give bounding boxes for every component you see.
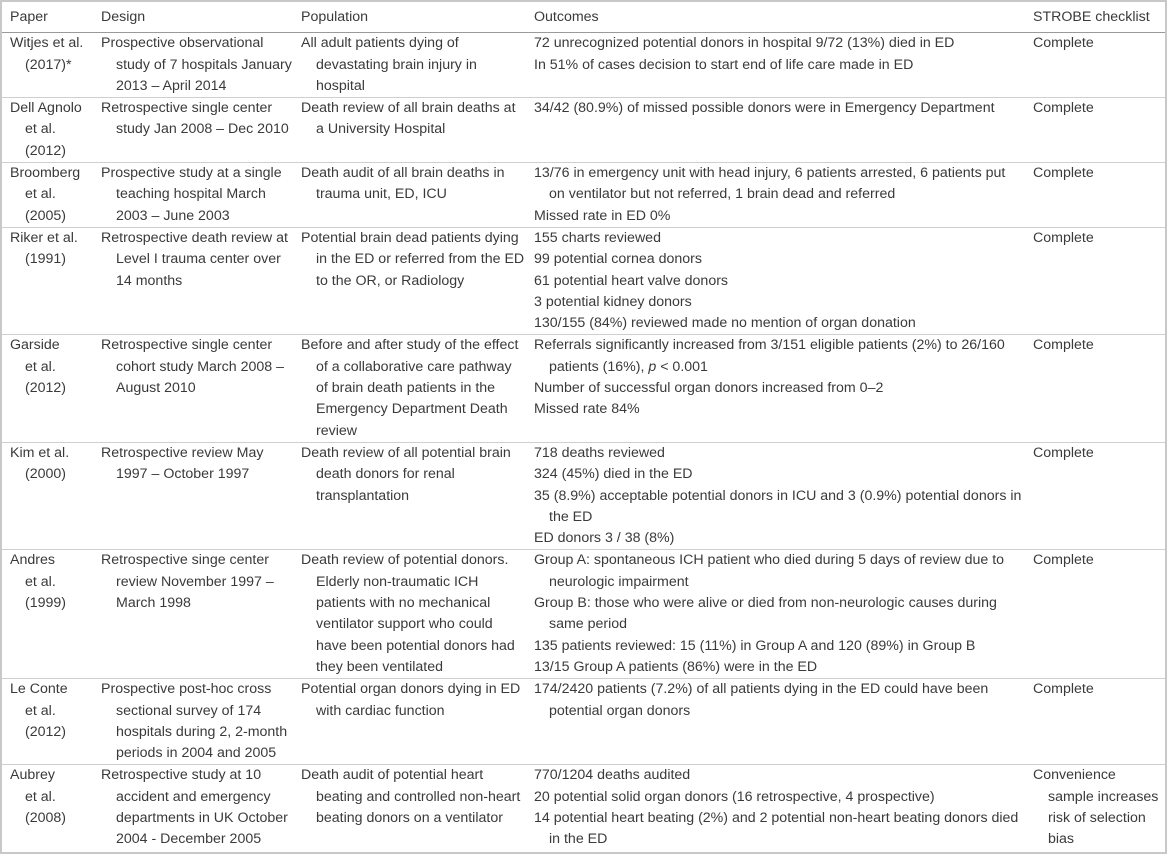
paper-line: Witjes et al. (10, 35, 84, 52)
studies-table (2, 2, 1165, 851)
cell-design (93, 163, 293, 228)
design-text: Retrospective death review at Level I trauma center over 14 months (101, 229, 288, 289)
outcome-line: 13/76 in emergency unit with head injury, 6 patients arrested, 6 patients put on ventilator but not referred, 1 brain dead and referred (534, 165, 1006, 203)
population-text: Death review of all potential brain death donors for renal transplantation (301, 444, 511, 504)
paper-line: Le Conte (10, 681, 68, 698)
cell-population (293, 442, 526, 549)
cell-design (93, 442, 293, 549)
population-text: Death audit of all brain deaths in trauma unit, ED, ICU (301, 165, 505, 203)
strobe-text: Complete (1033, 337, 1094, 354)
design-text: Prospective observational study of 7 hospitals January 2013 – April 2014 (101, 35, 292, 94)
paper-line: (2005) (25, 207, 67, 224)
cell-paper (2, 33, 93, 98)
table-row (2, 98, 1165, 163)
outcome-line: 135 patients reviewed: 15 (11%) in Group A and 120 (89%) in Group B (534, 637, 976, 654)
cell-outcomes (526, 442, 1025, 549)
cell-design (93, 765, 293, 851)
header-paper: Paper (2, 2, 93, 33)
cell-design (93, 550, 293, 679)
cell-design (93, 227, 293, 334)
paper-line: Aubrey (10, 767, 55, 784)
cell-strobe (1025, 227, 1165, 334)
paper-line: et al. (25, 358, 56, 375)
paper-line: (2012) (25, 723, 67, 740)
paper-line: (1999) (25, 595, 67, 612)
design-text: Retrospective single center cohort study March 2008 – August 2010 (101, 337, 284, 397)
outcome-line: Missed rate in ED 0% (534, 207, 671, 224)
cell-paper (2, 335, 93, 442)
cell-paper (2, 550, 93, 679)
cell-strobe (1025, 163, 1165, 228)
cell-design (93, 98, 293, 163)
outcome-line: 718 deaths reviewed (534, 444, 665, 461)
outcome-line: 174/2420 patients (7.2%) of all patients dying in the ED could have been potential organ donors (534, 681, 989, 719)
strobe-text: Complete (1033, 100, 1094, 117)
outcome-text: < 0.001 (656, 358, 708, 375)
design-text: Prospective post-hoc cross sectional survey of 174 hospitals during 2, 2-month periods in 2004 and 2005 (101, 681, 288, 762)
strobe-text: Complete (1033, 35, 1094, 52)
paper-line: (1991) (25, 251, 67, 268)
population-text: Death review of potential donors. Elderly non-traumatic ICH patients with no mechanical ventilator support who could have been potential donors had they been ventilated (301, 552, 515, 675)
cell-paper (2, 98, 93, 163)
design-text: Retrospective singe center review November 1997 – March 1998 (101, 552, 274, 612)
design-text: Retrospective single center study Jan 2008 – Dec 2010 (101, 100, 289, 138)
cell-population (293, 550, 526, 679)
cell-population (293, 765, 526, 851)
cell-strobe (1025, 98, 1165, 163)
outcome-line: 155 charts reviewed (534, 229, 661, 246)
population-text: Death audit of potential heart beating and controlled non-heart beating donors on a ventilator (301, 767, 521, 826)
header-row (2, 2, 1165, 33)
population-text: Before and after study of the effect of a collaborative care pathway of brain death patients in the Emergency Department Death review (301, 337, 519, 439)
table-row (2, 335, 1165, 442)
cell-paper (2, 679, 93, 765)
population-text: Potential brain dead patients dying in the ED or referred from the ED to the OR, or Radiology (301, 229, 525, 289)
cell-strobe (1025, 33, 1165, 98)
outcome-line: 324 (45%) died in the ED (534, 466, 693, 483)
outcome-line: Missed rate 84% (534, 401, 640, 418)
design-text: Retrospective review May 1997 – October 1997 (101, 444, 264, 483)
population-text: All adult patients dying of devastating brain injury in hospital (301, 35, 477, 94)
paper-line: Riker et al. (10, 229, 78, 246)
cell-outcomes (526, 33, 1025, 98)
population-text: Death review of all brain deaths at a University Hospital (301, 100, 516, 138)
outcome-line: 35 (8.9%) acceptable potential donors in ICU and 3 (0.9%) potential donors in the ED (534, 487, 1022, 525)
cell-paper (2, 765, 93, 851)
paper-line: Dell Agnolo (10, 100, 82, 117)
population-text: Potential organ donors dying in ED with cardiac function (301, 681, 521, 719)
table-row (2, 227, 1165, 334)
outcome-line: 72 unrecognized potential donors in hospital 9/72 (13%) died in ED (534, 35, 955, 52)
outcome-line: 770/1204 deaths audited (534, 767, 691, 784)
table-body (2, 33, 1165, 851)
paper-line: (2012) (25, 142, 67, 159)
table-row (2, 163, 1165, 228)
paper-line: et al. (25, 573, 56, 590)
strobe-text: Complete (1033, 229, 1094, 246)
cell-strobe (1025, 550, 1165, 679)
header-population: Population (293, 2, 526, 33)
table-row (2, 33, 1165, 98)
cell-population (293, 33, 526, 98)
design-text: Retrospective study at 10 accident and emergency departments in UK October 2004 - December 2005 (101, 767, 288, 848)
header-strobe: STROBE checklist (1025, 2, 1165, 33)
outcome-line: 3 potential kidney donors (534, 293, 692, 310)
cell-paper (2, 227, 93, 334)
table-row (2, 550, 1165, 679)
outcome-line: 130/155 (84%) reviewed made no mention of organ donation (534, 315, 916, 332)
outcome-line: 13/15 Group A patients (86%) were in the ED (534, 658, 818, 675)
paper-line: et al. (25, 702, 56, 719)
table-row (2, 679, 1165, 765)
cell-outcomes (526, 163, 1025, 228)
paper-line: et al. (25, 186, 56, 203)
cell-paper (2, 163, 93, 228)
cell-strobe (1025, 679, 1165, 765)
paper-line: et al. (25, 121, 56, 138)
cell-outcomes (526, 335, 1025, 442)
paper-line: Kim et al. (10, 444, 70, 461)
paper-line: (2017)* (25, 56, 72, 73)
cell-population (293, 163, 526, 228)
cell-population (293, 335, 526, 442)
cell-strobe (1025, 765, 1165, 851)
cell-population (293, 679, 526, 765)
outcome-text: Referrals significantly increased from 3/151 eligible patients (2%) to 26/160 patients (16%), (534, 337, 1005, 375)
cell-strobe (1025, 442, 1165, 549)
strobe-text: Complete (1033, 552, 1094, 569)
strobe-text: Complete (1033, 165, 1094, 182)
paper-line: (2000) (25, 466, 67, 483)
outcome-line: In 51% of cases decision to start end of life care made in ED (534, 56, 914, 73)
paper-line: Garside (10, 337, 60, 354)
strobe-text: Complete (1033, 681, 1094, 698)
cell-design (93, 33, 293, 98)
outcome-line: ED donors 3 / 38 (8%) (534, 530, 675, 547)
cell-outcomes (526, 227, 1025, 334)
cell-population (293, 227, 526, 334)
outcome-line: Group B: those who were alive or died from non-neurologic causes during same period (534, 595, 997, 633)
outcome-line: 20 potential solid organ donors (16 retrospective, 4 prospective) (534, 788, 935, 805)
paper-line: et al. (25, 788, 56, 805)
cell-outcomes (526, 765, 1025, 851)
paper-line: Andres (10, 552, 55, 569)
strobe-text: Convenience sample increases risk of selection bias (1033, 767, 1159, 848)
outcome-line: Number of successful organ donors increased from 0–2 (534, 380, 884, 397)
outcome-line: 14 potential heart beating (2%) and 2 potential non-heart beating donors died in the ED (534, 809, 1019, 848)
paper-line: (2008) (25, 809, 67, 826)
paper-line: (2012) (25, 380, 67, 397)
cell-outcomes (526, 98, 1025, 163)
header-outcomes: Outcomes (526, 2, 1025, 33)
outcome-line: Group A: spontaneous ICH patient who died during 5 days of review due to neurologic impairment (534, 552, 1005, 590)
cell-outcomes (526, 679, 1025, 765)
p-value-symbol: p (648, 358, 657, 375)
cell-population (293, 98, 526, 163)
cell-design (93, 335, 293, 442)
cell-outcomes (526, 550, 1025, 679)
outcome-line: 99 potential cornea donors (534, 251, 703, 268)
cell-design (93, 679, 293, 765)
outcome-line: 61 potential heart valve donors (534, 272, 729, 289)
strobe-text: Complete (1033, 444, 1094, 461)
table-row (2, 765, 1165, 851)
cell-paper (2, 442, 93, 549)
header-design: Design (93, 2, 293, 33)
outcome-line: 34/42 (80.9%) of missed possible donors were in Emergency Department (534, 100, 995, 117)
paper-line: Broomberg (10, 165, 81, 182)
design-text: Prospective study at a single teaching hospital March 2003 – June 2003 (101, 165, 282, 224)
cell-strobe (1025, 335, 1165, 442)
table-row (2, 442, 1165, 549)
outcome-line (534, 335, 1025, 378)
